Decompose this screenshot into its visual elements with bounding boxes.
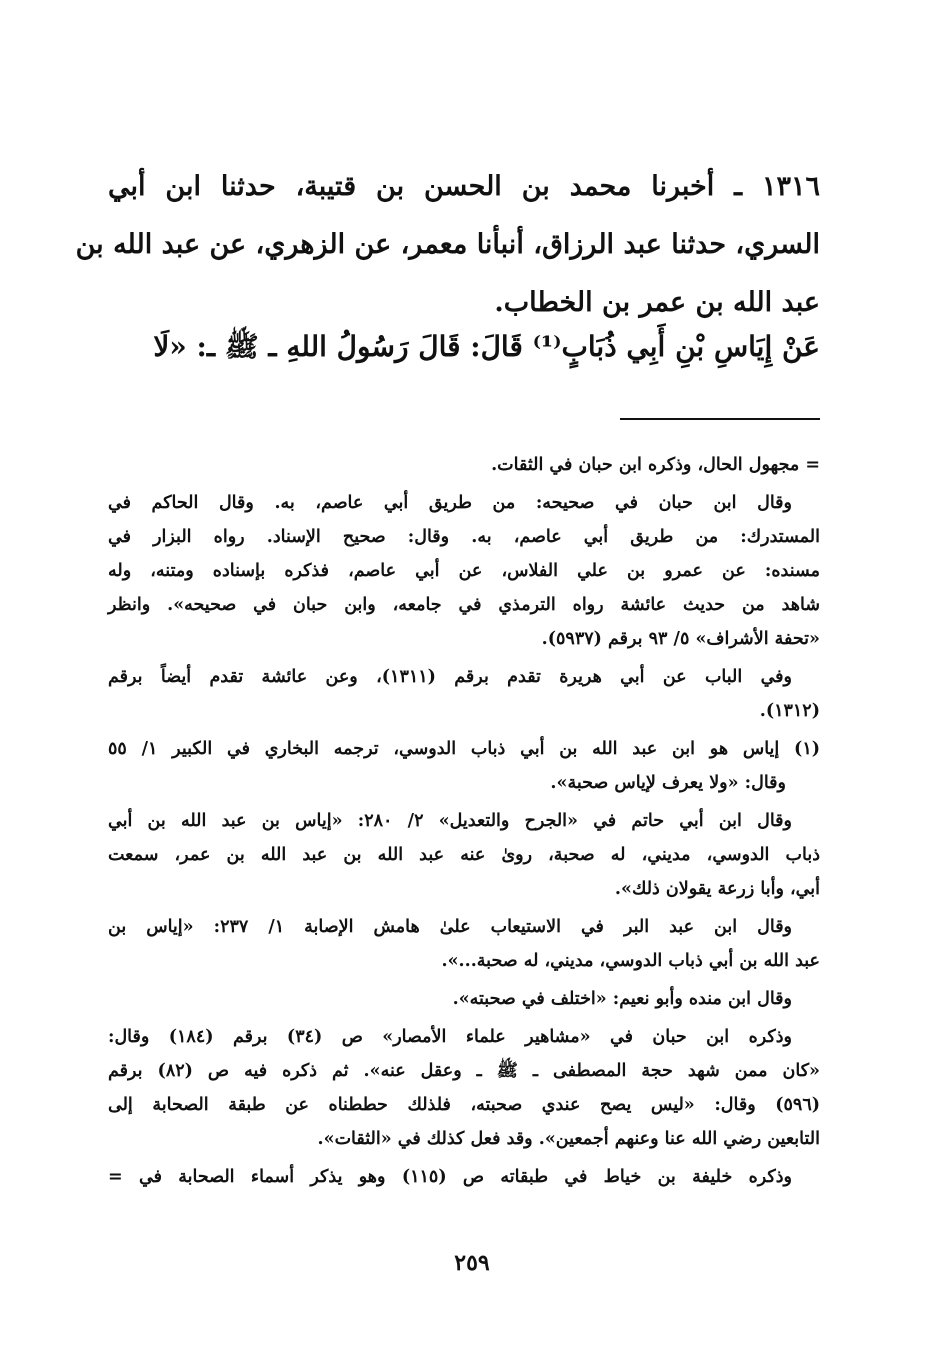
footnote-line: وقال: «ولا يعرف لإياس صحبة».	[550, 773, 786, 793]
main-text-line: السري، حدثنا عبد الرزاق، أنبأنا معمر، عن الزهري، عن عبد الله بن	[75, 229, 820, 260]
footnote-paragraph	[108, 1020, 820, 1156]
footnote-line: = مجهول الحال، وذكره ابن حبان في الثقات.	[491, 455, 820, 475]
footnote-line: وقال ابن منده وأبو نعيم: «اختلف في صحبته».	[452, 989, 792, 1009]
footnote-line: «تحفة الأشراف» ٥/ ٩٣ برقم (٥٩٣٧).	[541, 629, 820, 649]
footnotes	[108, 448, 820, 1198]
main-text-line: ١٣١٦ ـ أخبرنا محمد بن الحسن بن قتيبة، حدثنا ابن أبي	[108, 171, 820, 202]
footnote-line: عبد الله بن أبي ذباب الدوسي، مديني، له صحبة...».	[441, 951, 820, 971]
footnote-line: المستدرك: من طريق أبي عاصم، به. وقال: صحيح الإسناد. رواه البزار في	[108, 527, 820, 547]
footnote-line: وذكره ابن حبان في «مشاهير علماء الأمصار» ص (٣٤) برقم (١٨٤) وقال:	[108, 1027, 792, 1047]
footnote-line: وقال ابن أبي حاتم في «الجرح والتعديل» ٢/ ٢٨٠: «إياس بن عبد الله بن أبي	[108, 811, 792, 831]
page-number: ٢٥٩	[454, 1250, 490, 1276]
footnote-paragraph	[108, 804, 820, 906]
main-text	[75, 158, 820, 332]
footnote-line: وفي الباب عن أبي هريرة تقدم برقم (١٣١١)، وعن عائشة تقدم أيضاً برقم	[108, 667, 792, 687]
footnote-paragraph	[108, 486, 820, 656]
footnote-paragraph	[108, 448, 820, 482]
footnote-line: (١) إياس هو ابن عبد الله بن أبي ذباب الدوسي، ترجمه البخاري في الكبير ١/ ٥٥	[108, 739, 821, 759]
hadith-line: عَنْ إِيَاسِ بْنِ أَبِي ذُبَابٍ⁽¹⁾ قَالَ: قَالَ رَسُولُ اللهِ ـ ﷺ ـ: «لَا	[153, 330, 820, 363]
footnote-line: وقال ابن حبان في صحيحه: من طريق أبي عاصم، به. وقال الحاكم في	[108, 493, 792, 513]
footnote-line: التابعين رضي الله عنا وعنهم أجمعين». وقد فعل كذلك في «الثقات».	[317, 1129, 820, 1149]
footnote-line: أبي، وأبا زرعة يقولان ذلك».	[614, 879, 820, 899]
footnote-paragraph	[108, 732, 820, 800]
footnote-paragraph	[108, 982, 820, 1016]
footnote-paragraph	[108, 660, 820, 728]
footnote-line: «كان ممن شهد حجة المصطفى ـ ﷺ ـ وعقل عنه». ثم ذكره فيه ص (٨٢) برقم	[108, 1061, 820, 1081]
footnote-line: شاهد من حديث عائشة رواه الترمذي في جامعه، وابن حبان في صحيحه». وانظر	[108, 595, 820, 615]
footnote-line: (٥٩٦) وقال: «ليس يصح عندي صحبته، فلذلك حططناه عن طبقة الصحابة إلى	[108, 1095, 820, 1115]
footnote-line: ذباب الدوسي، مديني، له صحبة، روىٰ عنه عبد الله بن عبد الله بن عمر، سمعت	[108, 845, 820, 865]
main-text-line: عبد الله بن عمر بن الخطاب.	[494, 287, 820, 318]
footnote-paragraph	[108, 1160, 820, 1194]
footnote-line: وذكره خليفة بن خياط في طبقاته ص (١١٥) وهو يذكر أسماء الصحابة في =	[108, 1167, 792, 1187]
footnote-line: (١٣١٢).	[759, 701, 820, 721]
footnote-line: مسنده: عن عمرو بن علي الفلاس، عن أبي عاصم، فذكره بإسناده ومتنه، وله	[108, 561, 820, 581]
footnote-paragraph	[108, 910, 820, 978]
footnote-separator	[620, 418, 820, 420]
footnote-line: وقال ابن عبد البر في الاستيعاب علىٰ هامش الإصابة ١/ ٢٣٧: «إياس بن	[108, 917, 793, 937]
